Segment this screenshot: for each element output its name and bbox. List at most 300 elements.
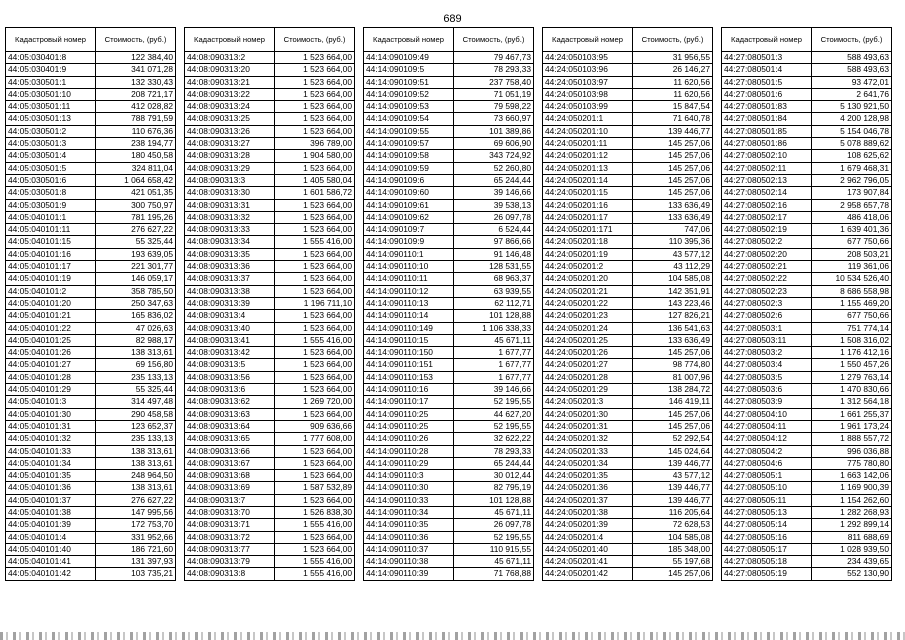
table-row: [185, 519, 355, 531]
cost-cell: 62 112,71: [454, 297, 534, 309]
table-row: [6, 506, 176, 518]
cadastral-number-cell: 44:08:090313:35: [185, 248, 275, 260]
cadastral-number-cell: 44:08:090313:3: [185, 174, 275, 186]
cost-cell: 127 826,21: [633, 310, 713, 322]
table-row: [6, 531, 176, 543]
cost-cell: 1 169 900,39: [812, 482, 892, 494]
table-row: [6, 64, 176, 76]
header-cost: Стоимость, (руб.): [454, 28, 534, 52]
cadastral-number-cell: 44:24:050201:12: [543, 150, 633, 162]
table-row: [722, 52, 892, 64]
table-row: [722, 211, 892, 223]
cadastral-number-cell: 44:27:080502:14: [722, 187, 812, 199]
cost-cell: 30 012,44: [454, 470, 534, 482]
cadastral-number-cell: 44:24:050103:97: [543, 76, 633, 88]
header-cost: Стоимость, (руб.): [812, 28, 892, 52]
cadastral-number-cell: 44:05:040101:28: [6, 371, 96, 383]
cadastral-number-cell: 44:14:090110:150: [364, 347, 454, 359]
cadastral-number-cell: 44:27:080502:6: [722, 310, 812, 322]
cost-cell: 1 679 468,31: [812, 162, 892, 174]
cost-cell: 1 064 658,42: [96, 174, 176, 186]
cadastral-number-cell: 44:27:080501:83: [722, 101, 812, 113]
table-row: [543, 248, 713, 260]
cadastral-number-cell: 44:27:080503:5: [722, 371, 812, 383]
table-row: [543, 408, 713, 420]
cost-cell: 1 555 416,00: [275, 556, 355, 568]
cost-cell: 81 007,96: [633, 371, 713, 383]
cost-cell: 93 472,01: [812, 76, 892, 88]
cadastral-number-cell: 44:14:090110:38: [364, 556, 454, 568]
cadastral-number-cell: 44:08:090313:65: [185, 433, 275, 445]
cost-cell: 8 686 558,98: [812, 285, 892, 297]
cost-cell: 82 795,19: [454, 482, 534, 494]
cost-cell: 1 677,77: [454, 347, 534, 359]
cost-cell: 15 847,54: [633, 101, 713, 113]
table-row: [364, 457, 534, 469]
cost-cell: 11 620,56: [633, 76, 713, 88]
cost-cell: 101 128,88: [454, 310, 534, 322]
table-header-row: [6, 28, 176, 52]
cost-cell: 1 523 664,00: [275, 88, 355, 100]
cost-cell: 145 257,06: [633, 162, 713, 174]
table-row: [543, 556, 713, 568]
cadastral-number-cell: 44:24:050201:29: [543, 384, 633, 396]
cost-cell: 811 688,69: [812, 531, 892, 543]
table-row: [6, 285, 176, 297]
cost-cell: 208 721,17: [96, 88, 176, 100]
table-row: [6, 273, 176, 285]
cost-cell: 1 523 664,00: [275, 199, 355, 211]
table-row: [722, 174, 892, 186]
table-row: [185, 236, 355, 248]
table-row: [543, 64, 713, 76]
cost-cell: 43 577,12: [633, 470, 713, 482]
cost-cell: 52 292,54: [633, 433, 713, 445]
cost-cell: 139 446,77: [633, 457, 713, 469]
cost-cell: 1 555 416,00: [275, 568, 355, 580]
table-row: [543, 101, 713, 113]
cadastral-number-cell: 44:24:050201:42: [543, 568, 633, 580]
cost-cell: 123 652,37: [96, 420, 176, 432]
cadastral-number-cell: 44:08:090313:5: [185, 359, 275, 371]
cadastral-number-cell: 44:24:050201:28: [543, 371, 633, 383]
cost-cell: 145 257,06: [633, 187, 713, 199]
cadastral-number-cell: 44:05:040101:27: [6, 359, 96, 371]
table-row: [185, 248, 355, 260]
cost-cell: 788 791,59: [96, 113, 176, 125]
table-row: [364, 150, 534, 162]
cost-cell: 2 641,76: [812, 88, 892, 100]
cost-cell: 39 146,66: [454, 187, 534, 199]
cost-cell: 139 446,77: [633, 482, 713, 494]
table-row: [364, 359, 534, 371]
cost-cell: 6 524,44: [454, 224, 534, 236]
cadastral-number-cell: 44:24:050201:36: [543, 482, 633, 494]
table-row: [6, 138, 176, 150]
cadastral-number-cell: 44:24:050201:41: [543, 556, 633, 568]
cadastral-number-cell: 44:05:040101:17: [6, 261, 96, 273]
cost-cell: 1 405 580,04: [275, 174, 355, 186]
cost-cell: 131 397,93: [96, 556, 176, 568]
cost-cell: 119 361,06: [812, 261, 892, 273]
tables-container: [5, 27, 892, 581]
cost-cell: 1 555 416,00: [275, 519, 355, 531]
cost-cell: 52 195,55: [454, 396, 534, 408]
cadastral-number-cell: 44:05:040101:11: [6, 224, 96, 236]
cadastral-table-1: [5, 27, 176, 581]
cadastral-number-cell: 44:27:080502:16: [722, 199, 812, 211]
cadastral-number-cell: 44:24:050201:37: [543, 494, 633, 506]
cost-cell: 5 130 921,50: [812, 101, 892, 113]
table-row: [364, 64, 534, 76]
cost-cell: 145 257,06: [633, 138, 713, 150]
table-row: [722, 273, 892, 285]
table-row: [543, 211, 713, 223]
table-row: [6, 125, 176, 137]
cost-cell: 1 526 838,30: [275, 506, 355, 518]
table-row: [185, 384, 355, 396]
cadastral-number-cell: 44:14:090110:37: [364, 543, 454, 555]
table-row: [543, 494, 713, 506]
table-row: [6, 519, 176, 531]
cost-cell: 122 384,40: [96, 52, 176, 64]
cadastral-number-cell: 44:14:090110:17: [364, 396, 454, 408]
cadastral-number-cell: 44:14:090110:149: [364, 322, 454, 334]
table-row: [6, 150, 176, 162]
table-row: [185, 52, 355, 64]
cost-cell: 45 671,11: [454, 334, 534, 346]
table-row: [722, 494, 892, 506]
cadastral-number-cell: 44:24:050201:21: [543, 285, 633, 297]
cadastral-number-cell: 44:14:090110:34: [364, 506, 454, 518]
table-row: [364, 211, 534, 223]
cadastral-number-cell: 44:08:090313:38: [185, 285, 275, 297]
table-row: [185, 187, 355, 199]
table-row: [543, 371, 713, 383]
cost-cell: 1 523 664,00: [275, 248, 355, 260]
cadastral-number-cell: 44:05:040101:29: [6, 384, 96, 396]
table-row: [185, 199, 355, 211]
table-row: [6, 211, 176, 223]
cost-cell: 69 606,90: [454, 138, 534, 150]
header-cadastral-number: Кадастровый номер: [185, 28, 275, 52]
cost-cell: 138 313,61: [96, 457, 176, 469]
cost-cell: 331 952,66: [96, 531, 176, 543]
cost-cell: 1 777 608,00: [275, 433, 355, 445]
cadastral-number-cell: 44:05:040101:15: [6, 236, 96, 248]
cadastral-number-cell: 44:24:050201:3: [543, 396, 633, 408]
table-row: [185, 125, 355, 137]
cadastral-number-cell: 44:08:090313:62: [185, 396, 275, 408]
cadastral-number-cell: 44:05:040101:31: [6, 420, 96, 432]
cadastral-number-cell: 44:27:080504:10: [722, 408, 812, 420]
cadastral-number-cell: 44:08:090313:72: [185, 531, 275, 543]
table-row: [364, 187, 534, 199]
table-row: [185, 261, 355, 273]
table-row: [364, 199, 534, 211]
cadastral-number-cell: 44:27:080504:11: [722, 420, 812, 432]
cadastral-number-cell: 44:05:040101:3: [6, 396, 96, 408]
cost-cell: 751 774,14: [812, 322, 892, 334]
cadastral-number-cell: 44:05:040101:19: [6, 273, 96, 285]
cadastral-number-cell: 44:24:050201:38: [543, 506, 633, 518]
cadastral-number-cell: 44:14:090110:12: [364, 285, 454, 297]
cadastral-number-cell: 44:05:030501:2: [6, 125, 96, 137]
cadastral-number-cell: 44:14:090110:36: [364, 531, 454, 543]
table-row: [6, 88, 176, 100]
table-row: [722, 359, 892, 371]
cost-cell: 44 627,20: [454, 408, 534, 420]
table-row: [6, 359, 176, 371]
table-row: [185, 433, 355, 445]
table-header-row: [185, 28, 355, 52]
cost-cell: 71 640,78: [633, 113, 713, 125]
table-row: [185, 211, 355, 223]
cadastral-number-cell: 44:08:090313:64: [185, 420, 275, 432]
table-row: [722, 125, 892, 137]
cadastral-number-cell: 44:24:050201:27: [543, 359, 633, 371]
table-row: [185, 568, 355, 580]
cadastral-number-cell: 44:14:090110:30: [364, 482, 454, 494]
cost-cell: 193 639,05: [96, 248, 176, 260]
cost-cell: 314 497,48: [96, 396, 176, 408]
cadastral-number-cell: 44:14:090110:151: [364, 359, 454, 371]
cost-cell: 1 523 664,00: [275, 470, 355, 482]
cadastral-number-cell: 44:14:090110:3: [364, 470, 454, 482]
cost-cell: 52 195,55: [454, 420, 534, 432]
table-row: [185, 334, 355, 346]
cost-cell: 145 257,06: [633, 568, 713, 580]
cadastral-number-cell: 44:08:090313:27: [185, 138, 275, 150]
cadastral-number-cell: 44:14:090110:29: [364, 457, 454, 469]
cadastral-number-cell: 44:14:090110:25: [364, 420, 454, 432]
cadastral-number-cell: 44:14:090109:57: [364, 138, 454, 150]
cost-cell: 116 205,64: [633, 506, 713, 518]
cost-cell: 1 601 586,72: [275, 187, 355, 199]
cadastral-number-cell: 44:05:040101:40: [6, 543, 96, 555]
cadastral-number-cell: 44:14:090110:35: [364, 519, 454, 531]
table-row: [185, 162, 355, 174]
cadastral-number-cell: 44:24:050201:30: [543, 408, 633, 420]
cost-cell: 1 196 711,10: [275, 297, 355, 309]
table-row: [722, 470, 892, 482]
cost-cell: 133 636,49: [633, 334, 713, 346]
table-row: [364, 310, 534, 322]
table-row: [185, 359, 355, 371]
table-row: [543, 187, 713, 199]
table-row: [722, 531, 892, 543]
cadastral-number-cell: 44:14:090109:61: [364, 199, 454, 211]
cadastral-number-cell: 44:14:090110:15: [364, 334, 454, 346]
cadastral-number-cell: 44:05:040101:41: [6, 556, 96, 568]
cost-cell: 71 051,19: [454, 88, 534, 100]
cost-cell: 248 964,50: [96, 470, 176, 482]
cadastral-number-cell: 44:27:080503:4: [722, 359, 812, 371]
cadastral-number-cell: 44:05:040101:22: [6, 322, 96, 334]
cadastral-number-cell: 44:05:040101:26: [6, 347, 96, 359]
cost-cell: 1 523 664,00: [275, 543, 355, 555]
table-row: [364, 285, 534, 297]
cost-cell: 147 995,56: [96, 506, 176, 518]
cost-cell: 133 636,49: [633, 199, 713, 211]
cost-cell: 1 663 142,06: [812, 470, 892, 482]
cadastral-number-cell: 44:24:050201:25: [543, 334, 633, 346]
cadastral-number-cell: 44:05:030501:10: [6, 88, 96, 100]
cost-cell: 1 508 316,02: [812, 334, 892, 346]
table-row: [722, 568, 892, 580]
cost-cell: 79 467,73: [454, 52, 534, 64]
table-row: [543, 568, 713, 580]
cadastral-number-cell: 44:14:090110:25: [364, 408, 454, 420]
table-row: [364, 556, 534, 568]
cost-cell: 235 133,13: [96, 371, 176, 383]
table-row: [543, 359, 713, 371]
cost-cell: 208 503,21: [812, 248, 892, 260]
cadastral-number-cell: 44:24:050201:15: [543, 187, 633, 199]
cost-cell: 1 523 664,00: [275, 211, 355, 223]
table-row: [722, 543, 892, 555]
table-row: [364, 88, 534, 100]
cadastral-number-cell: 44:08:090313:69: [185, 482, 275, 494]
cost-cell: 1 279 763,14: [812, 371, 892, 383]
cost-cell: 11 620,56: [633, 88, 713, 100]
cadastral-number-cell: 44:27:080502:11: [722, 162, 812, 174]
table-row: [185, 482, 355, 494]
table-row: [364, 322, 534, 334]
cost-cell: 52 260,80: [454, 162, 534, 174]
cadastral-number-cell: 44:27:080502:22: [722, 273, 812, 285]
cadastral-number-cell: 44:08:090313:29: [185, 162, 275, 174]
cost-cell: 186 721,60: [96, 543, 176, 555]
table-row: [722, 236, 892, 248]
table-row: [722, 482, 892, 494]
cadastral-number-cell: 44:05:040101:21: [6, 310, 96, 322]
cost-cell: 221 301,77: [96, 261, 176, 273]
table-row: [364, 248, 534, 260]
cadastral-number-cell: 44:27:080505:18: [722, 556, 812, 568]
cadastral-number-cell: 44:14:090109:55: [364, 125, 454, 137]
table-row: [543, 457, 713, 469]
table-row: [364, 482, 534, 494]
table-row: [543, 310, 713, 322]
table-row: [364, 371, 534, 383]
cadastral-number-cell: 44:27:080505:1: [722, 470, 812, 482]
table-row: [185, 76, 355, 88]
cost-cell: 2 958 657,78: [812, 199, 892, 211]
cadastral-table-4: [542, 27, 713, 581]
cost-cell: 1 523 664,00: [275, 52, 355, 64]
table-row: [543, 519, 713, 531]
cadastral-number-cell: 44:14:090109:60: [364, 187, 454, 199]
table-row: [6, 384, 176, 396]
table-row: [185, 556, 355, 568]
cost-cell: 110 395,36: [633, 236, 713, 248]
cost-cell: 52 195,55: [454, 531, 534, 543]
cost-cell: 1 523 664,00: [275, 125, 355, 137]
table-row: [543, 470, 713, 482]
cost-cell: 132 330,43: [96, 76, 176, 88]
table-row: [543, 322, 713, 334]
cadastral-number-cell: 44:05:040101:34: [6, 457, 96, 469]
cost-cell: 1 661 255,37: [812, 408, 892, 420]
table-row: [543, 433, 713, 445]
cadastral-number-cell: 44:14:090109:54: [364, 113, 454, 125]
table-row: [722, 396, 892, 408]
cost-cell: 1 523 664,00: [275, 384, 355, 396]
cost-cell: 1 555 416,00: [275, 236, 355, 248]
cadastral-number-cell: 44:24:050201:23: [543, 310, 633, 322]
cadastral-number-cell: 44:14:090109:53: [364, 101, 454, 113]
table-row: [185, 113, 355, 125]
cost-cell: 341 071,28: [96, 64, 176, 76]
cost-cell: 55 197,68: [633, 556, 713, 568]
table-row: [185, 322, 355, 334]
table-row: [722, 457, 892, 469]
cadastral-number-cell: 44:05:030501:4: [6, 150, 96, 162]
cadastral-number-cell: 44:14:090110:1: [364, 248, 454, 260]
cost-cell: 39 146,66: [454, 384, 534, 396]
cost-cell: 26 097,78: [454, 519, 534, 531]
cadastral-number-cell: 44:05:040101:35: [6, 470, 96, 482]
cadastral-number-cell: 44:08:090313:24: [185, 101, 275, 113]
cost-cell: 276 627,22: [96, 224, 176, 236]
cadastral-number-cell: 44:08:090313:42: [185, 347, 275, 359]
table-row: [185, 445, 355, 457]
cadastral-number-cell: 44:24:050201:35: [543, 470, 633, 482]
table-row: [543, 76, 713, 88]
cost-cell: 238 194,77: [96, 138, 176, 150]
cost-cell: 421 051,35: [96, 187, 176, 199]
table-row: [543, 224, 713, 236]
cadastral-number-cell: 44:27:080504:12: [722, 433, 812, 445]
table-row: [6, 445, 176, 457]
cost-cell: 108 625,62: [812, 150, 892, 162]
cost-cell: 343 724,92: [454, 150, 534, 162]
cadastral-number-cell: 44:24:050103:95: [543, 52, 633, 64]
cost-cell: 300 750,97: [96, 199, 176, 211]
table-row: [543, 297, 713, 309]
cost-cell: 55 325,44: [96, 384, 176, 396]
table-row: [6, 457, 176, 469]
table-row: [722, 347, 892, 359]
cadastral-number-cell: 44:05:040101:30: [6, 408, 96, 420]
cadastral-number-cell: 44:08:090313:4: [185, 310, 275, 322]
table-row: [722, 199, 892, 211]
cadastral-number-cell: 44:27:080501:84: [722, 113, 812, 125]
cadastral-number-cell: 44:14:090110:10: [364, 261, 454, 273]
cadastral-number-cell: 44:27:080503:2: [722, 347, 812, 359]
table-row: [543, 52, 713, 64]
cadastral-number-cell: 44:05:030401:9: [6, 64, 96, 76]
cost-cell: 588 493,63: [812, 52, 892, 64]
table-row: [364, 408, 534, 420]
table-row: [6, 371, 176, 383]
cadastral-number-cell: 44:08:090313:28: [185, 150, 275, 162]
cost-cell: 324 811,04: [96, 162, 176, 174]
cadastral-number-cell: 44:05:030501:5: [6, 162, 96, 174]
table-row: [185, 531, 355, 543]
cost-cell: 486 418,06: [812, 211, 892, 223]
table-row: [543, 506, 713, 518]
cost-cell: 1 555 416,00: [275, 334, 355, 346]
cadastral-number-cell: 44:24:050201:171: [543, 224, 633, 236]
table-row: [364, 568, 534, 580]
cadastral-number-cell: 44:14:090110:33: [364, 494, 454, 506]
cadastral-number-cell: 44:24:050201:32: [543, 433, 633, 445]
cadastral-number-cell: 44:24:050201:2: [543, 261, 633, 273]
cost-cell: 55 325,44: [96, 236, 176, 248]
cost-cell: 103 735,21: [96, 568, 176, 580]
